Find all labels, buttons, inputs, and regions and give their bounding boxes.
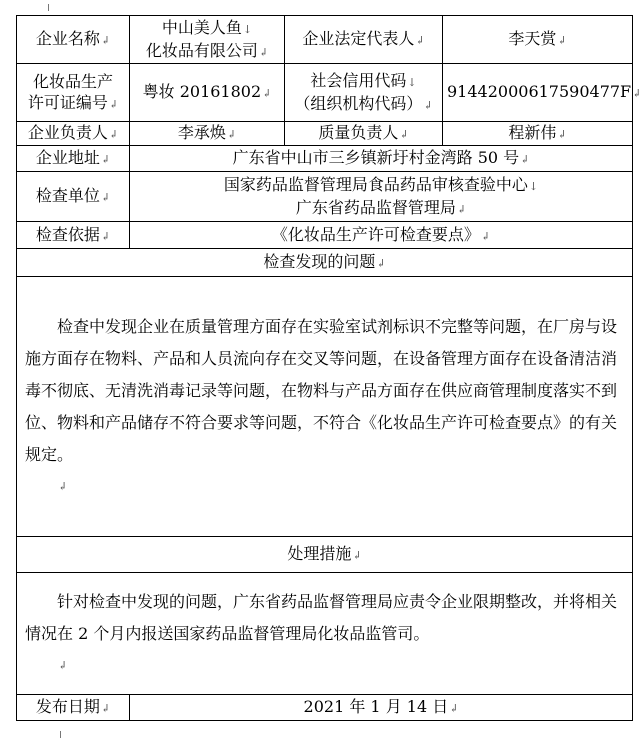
row-company-name bbox=[17, 16, 633, 64]
row-measures-body bbox=[17, 573, 633, 695]
row-basis bbox=[17, 222, 633, 249]
measures-text: 针对检查中发现的问题，广东省药品监督管理局应责令企业限期整改，并将相关情况在 2 个月内报送国家药品监督管理局化妆品监管司。 ↲ bbox=[17, 573, 633, 695]
row-measures-header bbox=[17, 537, 633, 573]
legal-rep-value: 李天赏↲ bbox=[443, 16, 633, 64]
row-address bbox=[17, 146, 633, 172]
inspector-value: 国家药品监督管理局食品药品审核查验中心↓ 广东省药品监督管理局↲ bbox=[130, 172, 633, 222]
inspector-label: 检查单位↲ bbox=[17, 172, 130, 222]
quality-value: 程新伟↲ bbox=[443, 122, 633, 146]
company-name-label: 企业名称↲ bbox=[17, 16, 130, 64]
manager-value: 李承焕↲ bbox=[130, 122, 285, 146]
inspection-document bbox=[16, 15, 642, 721]
credit-label: 社会信用代码↓ （组织机构代码）↲ bbox=[285, 64, 443, 122]
address-label: 企业地址↲ bbox=[17, 146, 130, 172]
basis-label: 检查依据↲ bbox=[17, 222, 130, 249]
credit-value: 91442000617590477F↲ bbox=[443, 64, 633, 122]
manager-label: 企业负责人↲ bbox=[17, 122, 130, 146]
address-value: 广东省中山市三乡镇新圩村金湾路 50 号↲ bbox=[130, 146, 633, 172]
quality-label: 质量负责人↲ bbox=[285, 122, 443, 146]
row-findings-body bbox=[17, 277, 633, 537]
license-label: 化妆品生产 许可证编号↲ bbox=[17, 64, 130, 122]
row-license bbox=[17, 64, 633, 122]
measures-header: 处理措施↲ bbox=[17, 537, 633, 573]
date-value: 2021 年 1 月 14 日↲ bbox=[130, 695, 633, 721]
company-name-value: 中山美人鱼↓ 化妆品有限公司↲ bbox=[130, 16, 285, 64]
basis-value: 《化妆品生产许可检查要点》↲ bbox=[130, 222, 633, 249]
findings-header: 检查发现的问题↲ bbox=[17, 249, 633, 277]
row-findings-header bbox=[17, 249, 633, 277]
findings-text: 检查中发现企业在质量管理方面存在实验室试剂标识不完整等问题，在厂房与设施方面存在物料、产品和人员流向存在交叉等问题，在设备管理方面存在设备清洁消毒不彻底、无清洗消毒记录等问题，在物料与产品方面存在供应商管理制度落实不到位、物料和产品储存不符合要求等问题，不符合《化妆品生产许可检查要点》的有关规定。 ↲ bbox=[17, 277, 633, 537]
date-label: 发布日期↲ bbox=[17, 695, 130, 721]
inspection-table bbox=[16, 15, 642, 721]
row-inspector bbox=[17, 172, 633, 222]
row-managers bbox=[17, 122, 633, 146]
corner-mark-bottom bbox=[60, 731, 61, 738]
row-date bbox=[17, 695, 633, 721]
license-value: 粤妆 20161802↲ bbox=[130, 64, 285, 122]
corner-mark-top bbox=[48, 4, 49, 11]
legal-rep-label: 企业法定代表人↲ bbox=[285, 16, 443, 64]
